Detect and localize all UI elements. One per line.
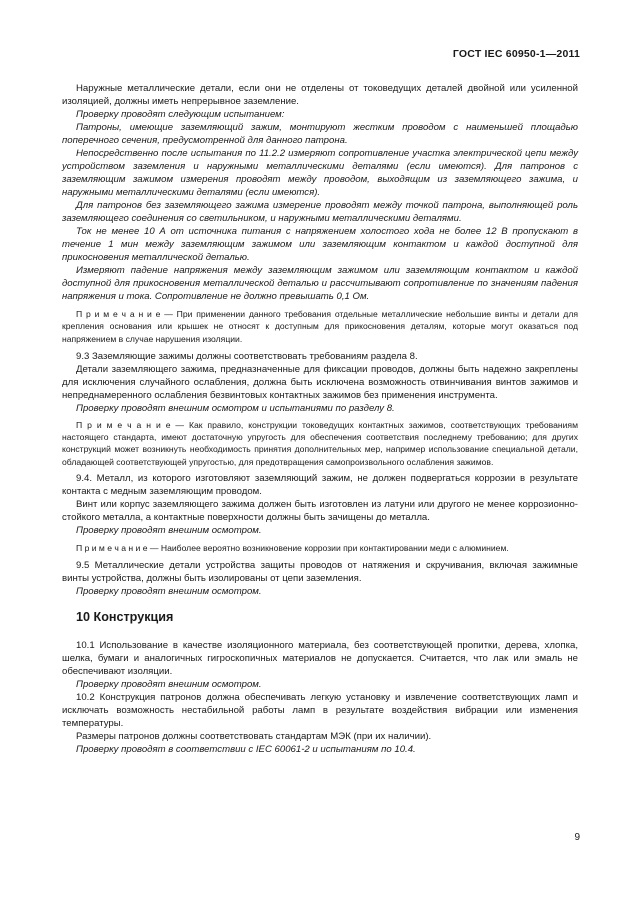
clause-9-3: 9.3 Заземляющие зажимы должны соответствовать требованиям раздела 8. (76, 350, 418, 362)
clause-9-4: 9.4. Металл, из которого изготовляют заземляющий зажим, не должен подвергаться коррозии в результате контакта с медным заземляющим проводом. (62, 473, 578, 498)
body-paragraph: Размеры патронов должны соответствовать стандартам МЭК (при их наличии). (76, 731, 432, 743)
body-paragraph: Наружные металлические детали, если они не отделены от токоведущих деталей двойной или усиленной изоляцией, должны иметь непрерывное заземление. (62, 83, 578, 107)
test-paragraph: Проверку проводят внешним осмотром и испытаниями по разделу 8. (76, 402, 395, 414)
note-paragraph: П р и м е ч а н и е — Наиболее вероятно возникновение коррозии при контактировании меди с алюминием. (76, 543, 509, 554)
note-paragraph: П р и м е ч а н и е — При применении данного требования отдельные металлические небольшие винты и детали для крепления основания или крышек не относят к доступным для прикосновения деталям, которые могут оказаться под напряжением в случае нарушения изоляции. (62, 309, 578, 344)
standard-header: ГОСТ IEC 60950-1—2011 (452, 48, 580, 60)
page-content (62, 82, 578, 756)
test-paragraph: Для патронов без заземляющего зажима измерение проводят между точкой патрона, выполняющей роль заземляющего соединения со светильником, и наружными металлическими деталями. (62, 200, 578, 224)
test-paragraph: Ток не менее 10 А от источника питания с напряжением холостого хода не более 12 В пропускают в течение 1 мин между заземляющим зажимом или заземляющим контактом и каждой доступной для прикосновения металлической деталью. (62, 226, 578, 263)
page-number: 9 (574, 832, 580, 843)
test-paragraph: Проверку проводят внешним осмотром. (76, 679, 262, 691)
test-paragraph: Патроны, имеющие заземляющий зажим, монтируют жестким проводом с наименьшей площадью поперечного сечения, предусмотренной для данного патрона. (62, 122, 578, 146)
test-paragraph: Проверку проводят следующим испытанием: (76, 109, 285, 120)
body-paragraph: Детали заземляющего зажима, предназначенные для фиксации проводов, должны быть надежно закреплены для исключения случайного ослабления, должна быть исключена возможность отвинчивания винтов зажимов и непреднамеренного ослабления безвинтовых контактных зажимов без применения инструмента. (62, 363, 578, 401)
test-paragraph: Проверку проводят внешним осмотром. (76, 525, 262, 537)
test-paragraph: Непосредственно после испытания по 11.2.2 измеряют сопротивление участка электрической цепи между устройством заземления и наружными металлическими деталями (если имеются). Для патронов с заземляющим зажимом измерения проводят между проводом, выходящим из заземляющего зажима, и наружными металлическими деталями (если имеются). (62, 148, 578, 198)
clause-9-5: 9.5 Металлические детали устройства защиты проводов от натяжения и скручивания, включая зажимные винты устройства, должны быть изолированы от цепи заземления. (62, 560, 578, 585)
section-title: 10 Конструкция (76, 610, 174, 625)
test-paragraph: Проверку проводят в соответствии с IEC 60061-2 и испытаниям по 10.4. (76, 744, 416, 756)
note-paragraph: П р и м е ч а н и е — Как правило, конструкции токоведущих контактных зажимов, соответствующих требованиям настоящего стандарта, имеют достаточную упругость для обеспечения соответствия последнему требованию; для других конструкций может возникнуть необходимость принятия дополнительных мер, например использование специальной детали, обладающей соответствующей упругостью, для предотвращения самопроизвольного ослабления зажимов. (62, 419, 578, 467)
clause-10-2: 10.2 Конструкция патронов должна обеспечивать легкую установку и извлечение соответствующих ламп и исключать возможность нестабильной работы ламп в результате воздействия вибрации или изменения температуры. (62, 692, 578, 730)
test-paragraph: Измеряют падение напряжения между заземляющим зажимом или заземляющим контактом и каждой доступной для прикосновения металлической деталью и рассчитывают сопротивление по значениям падения напряжения и тока. Сопротивление не должно превышать 0,1 Ом. (62, 265, 578, 302)
clause-10-1: 10.1 Использование в качестве изоляционного материала, без соответствующей пропитки, дерева, хлопка, шелка, бумаги и аналогичных гигроскопичных материалов не допускается. Считается, что лак или эмаль не обеспечивают изоляции. (62, 640, 578, 678)
test-paragraph: Проверку проводят внешним осмотром. (76, 586, 262, 598)
body-paragraph: Винт или корпус заземляющего зажима должен быть изготовлен из латуни или другого не менее коррозионно-стойкого металла, а контактные поверхности должны быть зачищены до металла. (62, 499, 578, 524)
